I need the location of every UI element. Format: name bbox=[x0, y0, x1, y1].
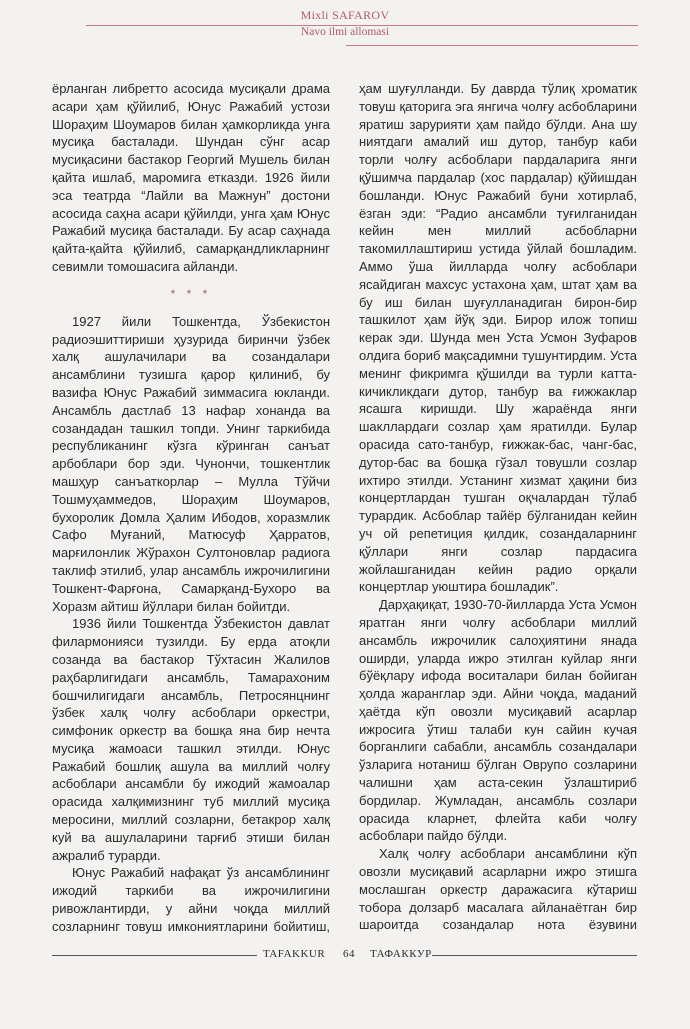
footer-rule-right bbox=[432, 955, 637, 956]
paragraph: ҳам шуғулланди. Бу даврда тўлиқ хроматик товуш қаторига эга янгича чолғу асбобларини яратиш зарурияти ҳам пайдо бўлди. Ана шу ниятдаги амалий иш дутор, танбур каби торли чолғу асбоблари пардаларига янги қўшимча пардалар (хос пардалар) қўйишдан бошланди. Юнус Ражабий буни хотирлаб, ёзган эди: “Радио ансамбли туғилганидан кейин мен миллий асбобларни такомиллаштириш устида ўйлай бошладим. Аммо ўша йилларда чолғу асбоблари ясайдиган махсус устахона ҳам, штат ҳам ва бу иш билан шуғулланадиган бирон-бир ташкилот ҳам йўқ эди. Бирор илож топиш керак эди. Шунда мен Уста Усмон Зуфаров олдига бориб мақсадимни тушунтирдим. Уста менинг фикримга қўшилди ва турли катта-кичикликдаги дутор, танбур ва ғижжаклар ясашга киришди. Шу жараёнда янги шакллардаги созлар ҳам яратилди. Булар орасида сато-танбур, ғижжак-бас, чанг-бас, дутор-бас ва бошқа гўзал товушли созлар ихтиро этилди. Устанинг хизмат ҳақини биз концертлардан тушган оқчалардан тўлаб турардик. Асбоблар тайёр бўлганидан кейин уч ой репетиция қилдик, созандаларнинг қўллари янги созлар пардасига жойлашганидан кейин радио орқали концертлар уюштира бошладик”. bbox=[359, 81, 637, 595]
paragraph: 1927 йили Тошкентда, Ўзбекистон радиоэшиттириши ҳузурида биринчи ўзбек халқ ашулачилари ва созандалари ансамблини тузишга қарор қилиниб, бу вазифа Юнус Ражабий зиммасига юкланди. Ансамбль дастлаб 13 нафар хонанда ва созандадан ташкил топди. Унинг таркибида республиканинг кўзга кўринган санъат арбоблари бор эди. Чунончи, тошкентлик машҳур санъаткорлар – Мулла Тўйчи Тошмуҳаммедов, Шораҳим Шоумаров, бухоролик Домла Ҳалим Ибодов, хоразмлик Сафо Муғаний, Матюсуф Ҳарратов, марғилонлик Жўрахон Султоновлар радиога таклиф этилиб, улар ансамбль ижрочилигини Тошкент-Фарғона, Самарқанд-Бухоро ва Хоразм айтиш йўллари билан бойитди. bbox=[52, 313, 330, 614]
article-subtitle: Navo ilmi allomasi bbox=[300, 26, 390, 38]
magazine-name-latin: TAFAKKUR bbox=[263, 948, 326, 960]
footer-rule-left bbox=[52, 955, 257, 956]
section-separator: * * * bbox=[170, 286, 212, 301]
paragraph: 1936 йили Тошкентда Ўзбекистон давлат филармонияси тузилди. Бу ерда атоқли созанда ва бастакор Тўхтасин Жалилов раҳбарлигидаги ансамбль, Тамарахоним бошчилигидаги ансамбль, Петросянцнинг ўзбек халқ чолғу асбоблари оркестри, симфоник оркестр ва бошқа яна бир нечта мусиқа жамоаси ташкил этилди. Юнус Ражабий бошлиқ ашула ва миллий чолғу асбоблари ансамбли бу ижодий жамоалар орасида халқимизнинг туб миллий мусиқа меросини, миллий созларни, бетакрор халқ куй ва ашулаларини тарғиб этиши билан ажралиб турарди. bbox=[52, 616, 330, 863]
running-header bbox=[0, 0, 690, 80]
paragraph: Юнус Ражабий нафақат ўз ансамблининг ижодий таркиби ва ижрочилигини ривожлантирди, у айни чоқда миллий созларнинг товуш имкониятларини бойитиш, bbox=[52, 865, 330, 934]
page-footer bbox=[0, 946, 690, 966]
magazine-name-cyrillic: ТАФАККУР bbox=[370, 948, 432, 960]
paragraph: ёрланган либретто асосида мусиқали драма асари ҳам қўйилиб, Юнус Ражабий устози Шораҳим Шоумаров билан ҳамкорликда унга мусиқа басталади. Шундан сўнг асар мусиқасини бастакор Георгий Мушель билан қайта ишлаб, маромига етказди. 1926 йили эса театрда “Лайли ва Мажнун” достони асосида саҳна асари қўйилди, унга ҳам Юнус Ражабий мусиқа басталади. Бу асар саҳнада қайта-қайта қўйилиб, самарқандликларнинг севимли томошасига айланди. bbox=[52, 81, 330, 274]
left-column bbox=[52, 80, 330, 935]
page-number: 64 bbox=[343, 948, 355, 960]
paragraph: Халқ чолғу асбоблари ансамблини кўп овозли мусиқавий асарларни ижро этишга мослашган оркестр даражасига кўтариш тобора долзарб масалага айланаётган бир шароитда созандалар нота ёзувини bbox=[359, 846, 637, 933]
header-rule-bottom bbox=[346, 45, 638, 46]
right-column bbox=[359, 80, 637, 935]
paragraph: Дарҳақиқат, 1930-70-йилларда Уста Усмон яратган янги чолғу асбоблари миллий ансамбль ижрочилик салоҳиятини янада оширди, уларда ижро этилган куйлар янги бўёқлару ифода воситалари билан бойиган ҳолда жаранглар эди. Айни чоқда, маданий ҳаётда кўп овозли мусиқавий асарлар ижросига ўтиш талаби кун сайин кучая борганлиги сабабли, ансамбль созандалари ўзларига нотаниш бўлган Оврупо созларини чалишни ҳам аста-секин ўзлаштириб бордилар. Жумладан, ансамбль созлари орасида кларнет, флейта каби чолғу асбоблари пайдо бўлди. bbox=[359, 597, 637, 844]
author-name: Mixli SAFAROV bbox=[300, 8, 390, 22]
